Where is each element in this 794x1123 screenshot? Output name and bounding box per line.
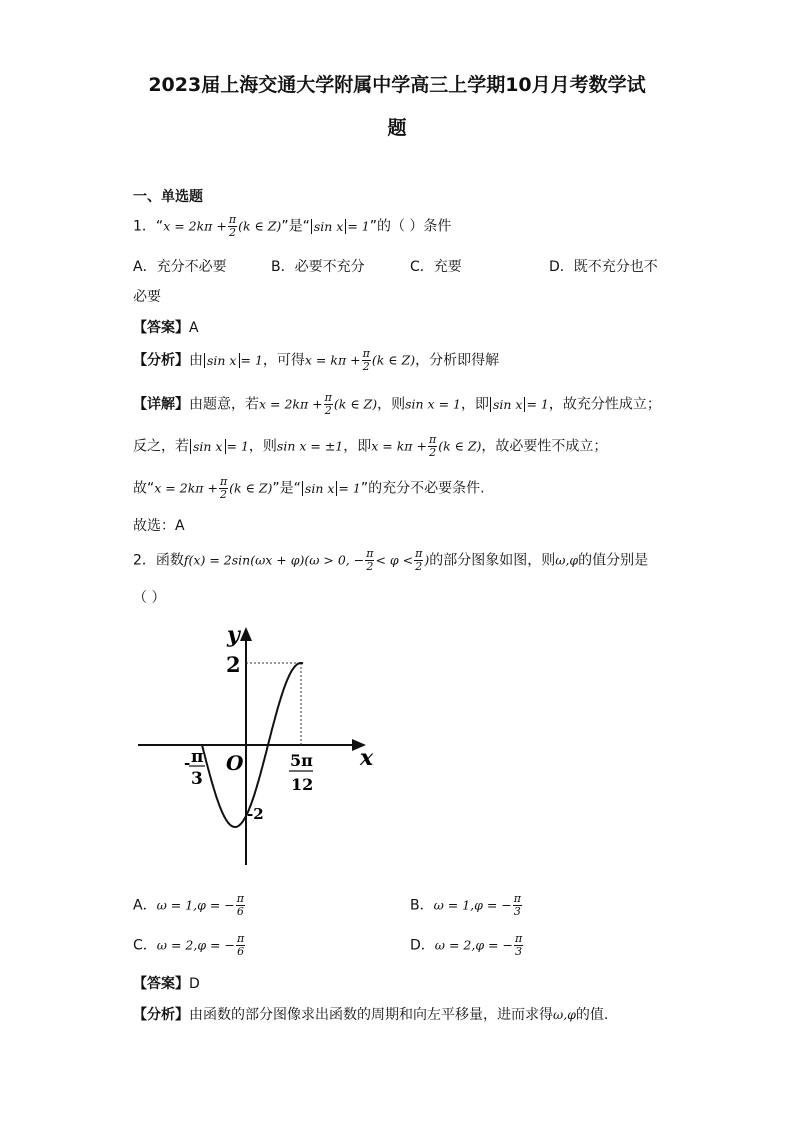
neg-tick-den: 3 <box>191 769 203 789</box>
option-c: C．充要 <box>410 259 462 275</box>
detail-2: 反之，若 sin x = 1，则sin x = ±1，即x = kπ + $\frac{\pi}{2}$ (k ∈ Z)，故必要性不成立； <box>133 433 608 459</box>
y-min-label: -2 <box>247 805 264 823</box>
option-a: A．充分不必要 <box>133 259 227 275</box>
analysis-2: 【分析】由函数的部分图像求出函数的周期和向左平移量，进而求得ω,φ的值. <box>133 1007 609 1023</box>
section-heading: 一、单选题 <box>133 189 203 205</box>
q2-option-a: A．ω = 1,φ = − $\frac{\pi}{6}$ <box>133 892 244 918</box>
neg-tick-num: π <box>191 747 204 767</box>
y-axis-arrow <box>240 627 252 641</box>
question-1: 1．“x = 2kπ + $\frac{\pi}{2}$ (k ∈ Z)”是“ sin x = 1”的（ ）条件 <box>133 213 452 239</box>
q2-option-c: C．ω = 2,φ = − $\frac{\pi}{6}$ <box>133 932 245 958</box>
choose-1: 故选：A <box>133 518 185 534</box>
page-title-cont: 题 <box>387 117 407 139</box>
q2-option-d: D．ω = 2,φ = − $\frac{\pi}{3}$ <box>410 932 523 958</box>
detail-3: 故“x = 2kπ + $\frac{\pi}{2}$ (k ∈ Z)”是“ sin x = 1”的充分不必要条件. <box>133 475 485 501</box>
pos-tick-num: 5π <box>290 751 313 770</box>
question-2: 2．函数f(x) = 2sin(ωx + φ)(ω > 0, − $\frac{\pi}{2}$ < φ < $\frac{\pi}{2}$ )的部分图象如图，则ω,φ的值分别是 <box>133 547 649 573</box>
origin-label: O <box>226 751 244 775</box>
analysis-1: 【分析】由 sin x = 1，可得x = kπ + $\frac{\pi}{2}$ (k ∈ Z)，分析即得解 <box>133 347 500 373</box>
answer-2: 【答案】D <box>133 976 200 992</box>
question-2-paren: （ ） <box>133 590 166 606</box>
q2-option-b: B．ω = 1,φ = − $\frac{\pi}{3}$ <box>410 892 522 918</box>
neg-sign: - <box>184 754 191 772</box>
option-d-cont: 必要 <box>133 289 161 305</box>
option-d: D．既不充分也不 <box>549 259 658 275</box>
answer-1: 【答案】A <box>133 320 199 336</box>
y-axis-label: y <box>227 622 240 648</box>
function-graph <box>130 618 380 873</box>
pos-tick-den: 12 <box>291 775 314 794</box>
option-b: B．必要不充分 <box>271 259 365 275</box>
page-title: 2023届上海交通大学附属中学高三上学期10月月考数学试 <box>148 74 646 96</box>
y-max-label: 2 <box>226 652 241 677</box>
x-axis-label: x <box>360 745 374 771</box>
detail-1: 【详解】由题意，若x = 2kπ + $\frac{\pi}{2}$ (k ∈ Z)，则sin x = 1，即 sin x = 1，故充分性成立； <box>133 391 661 417</box>
